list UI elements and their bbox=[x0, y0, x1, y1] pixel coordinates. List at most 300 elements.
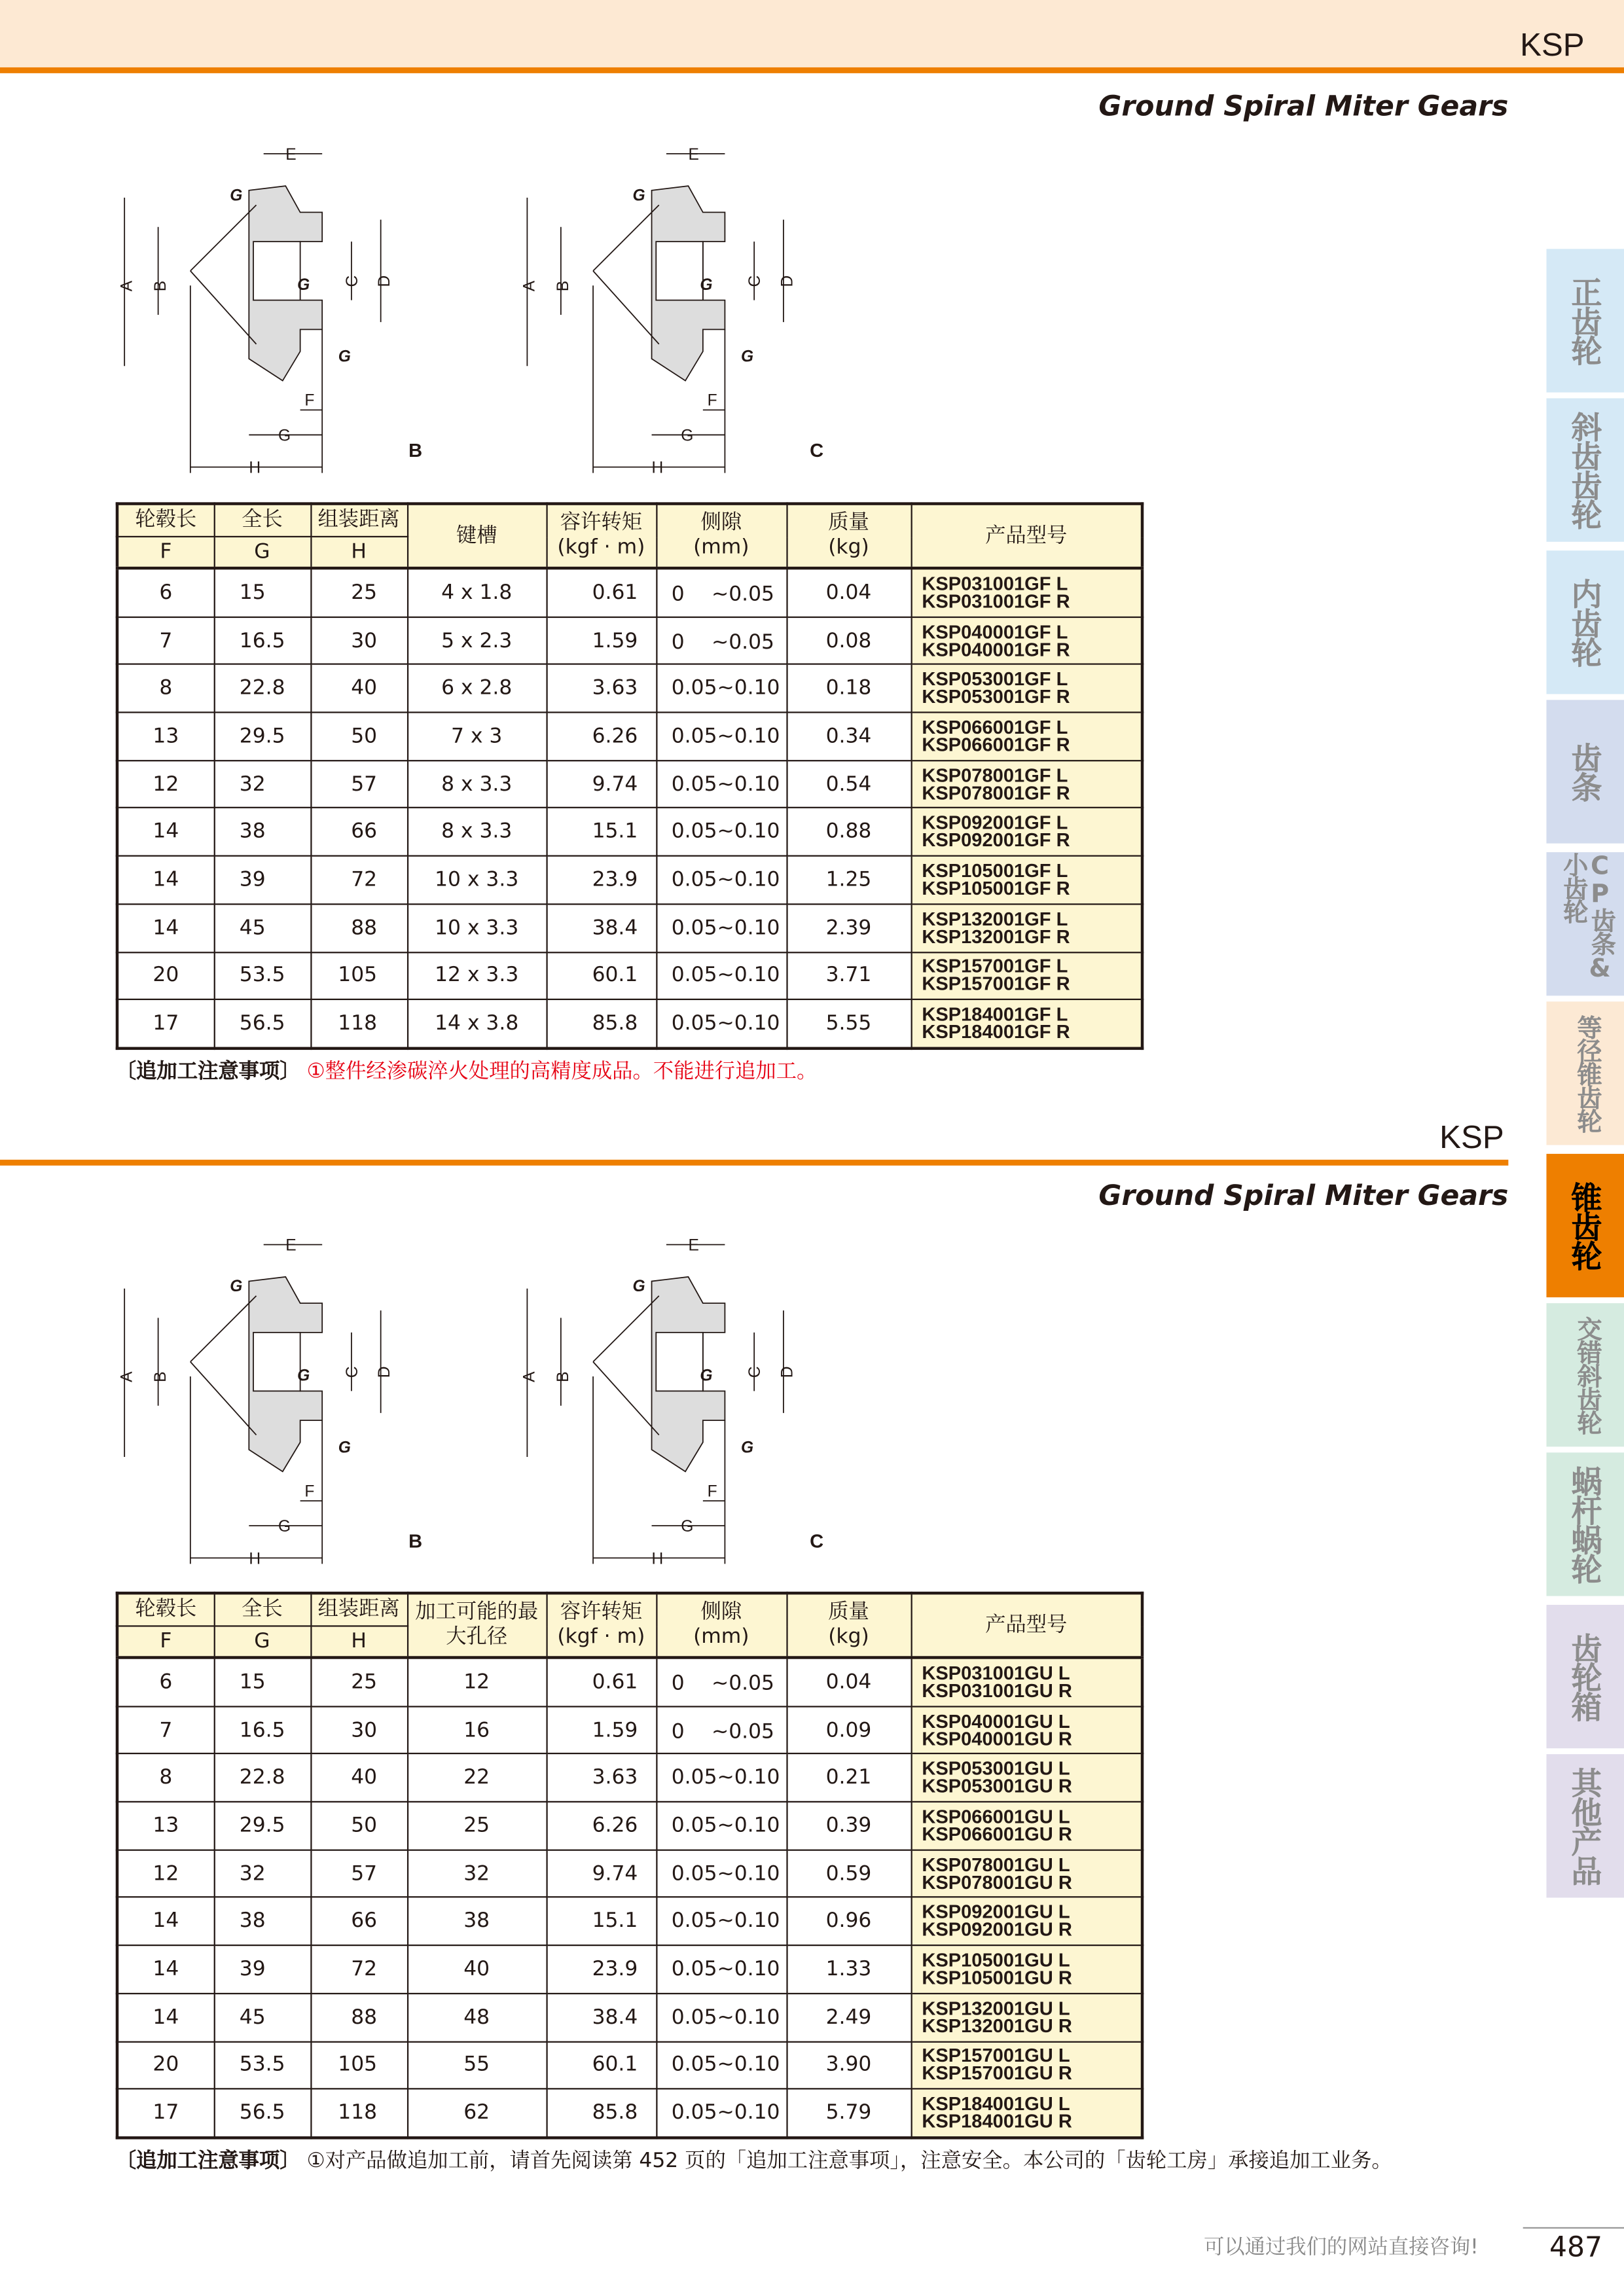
table2-table bbox=[116, 1592, 1144, 2139]
header-g: G bbox=[214, 1626, 311, 1657]
svg-text:F: F bbox=[707, 391, 717, 410]
header-mass-unit: (kg) bbox=[828, 535, 869, 560]
max-bore-cell: 25 bbox=[407, 1802, 547, 1850]
product-code-cell bbox=[911, 999, 1142, 1048]
product-code-cell bbox=[911, 1658, 1142, 1706]
product-code-cell bbox=[911, 952, 1142, 999]
product-code-l: KSP031001GF L bbox=[922, 572, 1068, 594]
hub-length-cell: 20 bbox=[117, 2041, 214, 2089]
backlash-cell: 0.05~0.10 bbox=[656, 1994, 786, 2041]
product-code-r: KSP132001GF R bbox=[922, 925, 1070, 947]
product-code-cell bbox=[911, 2041, 1142, 2089]
svg-text:G: G bbox=[297, 276, 310, 294]
mounting-distance-cell: 57 bbox=[310, 1850, 407, 1897]
svg-text:G: G bbox=[741, 1439, 754, 1457]
product-code-l: KSP105001GF L bbox=[922, 859, 1068, 882]
total-length-cell: 39 bbox=[214, 856, 311, 904]
svg-text:H: H bbox=[651, 459, 664, 477]
max-bore-cell: 16 bbox=[407, 1706, 547, 1754]
table-row bbox=[117, 808, 1142, 856]
table-row bbox=[117, 1897, 1142, 1945]
svg-text:A: A bbox=[118, 280, 136, 292]
torque-cell: 15.1 bbox=[546, 1897, 656, 1945]
table-row bbox=[117, 713, 1142, 761]
svg-text:D: D bbox=[376, 1366, 394, 1378]
hub-length-cell: 13 bbox=[117, 713, 214, 761]
note-gf bbox=[116, 1056, 818, 1085]
side-tab-3[interactable] bbox=[1546, 700, 1624, 843]
backlash-cell: 0.05~0.10 bbox=[656, 952, 786, 999]
side-tab-1[interactable] bbox=[1546, 399, 1624, 542]
product-code-cell bbox=[911, 856, 1142, 904]
header-product-code: 产品型号 bbox=[911, 1593, 1142, 1657]
contact-text: 可以通过我们的网站直接咨询! bbox=[1203, 2236, 1479, 2259]
brand-label-2: KSP bbox=[1439, 1119, 1504, 1156]
note-label: 〔追加工注意事项〕 bbox=[115, 2149, 300, 2174]
backlash-cell: 0.05~0.10 bbox=[656, 713, 786, 761]
total-length-cell: 53.5 bbox=[214, 952, 311, 999]
footer-rule bbox=[1523, 2227, 1624, 2229]
svg-text:E: E bbox=[285, 145, 297, 164]
table-row bbox=[117, 1754, 1142, 1802]
hub-length-cell: 13 bbox=[117, 1802, 214, 1850]
backlash-cell: 0.05~0.10 bbox=[656, 1754, 786, 1802]
torque-cell: 85.8 bbox=[546, 2089, 656, 2138]
svg-text:A: A bbox=[520, 1371, 539, 1382]
table-row bbox=[117, 1802, 1142, 1850]
side-tab-label: CP齿条&小齿轮 bbox=[1557, 852, 1615, 983]
hub-length-cell: 14 bbox=[117, 904, 214, 952]
side-tab-label: 蜗杆蜗轮 bbox=[1567, 1465, 1603, 1583]
svg-text:H: H bbox=[249, 459, 261, 477]
mounting-distance-cell: 50 bbox=[310, 713, 407, 761]
mass-cell: 0.96 bbox=[786, 1897, 911, 1945]
svg-text:G: G bbox=[230, 187, 243, 205]
svg-text:B: B bbox=[554, 1371, 573, 1382]
svg-text:G: G bbox=[278, 1518, 291, 1536]
total-length-cell: 16.5 bbox=[214, 617, 311, 664]
torque-cell: 38.4 bbox=[546, 904, 656, 952]
backlash-cell: 0.05~0.10 bbox=[656, 2041, 786, 2089]
side-tab-7[interactable] bbox=[1546, 1303, 1624, 1446]
backlash-cell: 0.05~0.10 bbox=[656, 664, 786, 712]
mounting-distance-cell: 118 bbox=[310, 999, 407, 1048]
gear-cross-section-b bbox=[110, 139, 447, 484]
hub-length-cell: 14 bbox=[117, 1994, 214, 2041]
keyway-cell: 4 x 1.8 bbox=[407, 568, 547, 617]
mass-cell: 0.04 bbox=[786, 1658, 911, 1706]
backlash-cell: 0 ~0.05 bbox=[656, 1658, 786, 1706]
product-code-r: KSP040001GF R bbox=[922, 637, 1070, 660]
total-length-cell: 22.8 bbox=[214, 1754, 311, 1802]
brand-label: KSP bbox=[1520, 26, 1585, 63]
header-mass bbox=[786, 504, 911, 568]
svg-text:B: B bbox=[151, 280, 170, 292]
side-tab-2[interactable] bbox=[1546, 550, 1624, 694]
keyway-cell: 5 x 2.3 bbox=[407, 617, 547, 664]
svg-text:G: G bbox=[632, 1278, 645, 1296]
product-code-cell bbox=[911, 1897, 1142, 1945]
table1-table bbox=[116, 502, 1144, 1049]
product-code-cell bbox=[911, 568, 1142, 617]
table-row bbox=[117, 904, 1142, 952]
svg-text:G: G bbox=[700, 1367, 713, 1385]
torque-cell: 85.8 bbox=[546, 999, 656, 1048]
total-length-cell: 29.5 bbox=[214, 713, 311, 761]
product-code-cell bbox=[911, 1994, 1142, 2041]
product-code-l: KSP157001GU L bbox=[922, 2044, 1070, 2067]
note-gu bbox=[116, 2145, 1392, 2174]
side-tab-8[interactable] bbox=[1546, 1452, 1624, 1596]
header-f: F bbox=[117, 537, 214, 568]
mounting-distance-cell: 105 bbox=[310, 952, 407, 999]
side-tab-label: 内齿轮 bbox=[1567, 578, 1603, 666]
mounting-distance-cell: 118 bbox=[310, 2089, 407, 2138]
mass-cell: 0.18 bbox=[786, 664, 911, 712]
product-code-r: KSP105001GU R bbox=[922, 1966, 1072, 1989]
svg-text:C: C bbox=[746, 275, 765, 287]
max-bore-cell: 22 bbox=[407, 1754, 547, 1802]
backlash-cell: 0.05~0.10 bbox=[656, 1850, 786, 1897]
mounting-distance-cell: 40 bbox=[310, 1754, 407, 1802]
torque-cell: 9.74 bbox=[546, 761, 656, 808]
svg-text:F: F bbox=[707, 1482, 717, 1501]
svg-text:G: G bbox=[338, 348, 351, 366]
mounting-distance-cell: 57 bbox=[310, 761, 407, 808]
header-mass-unit: (kg) bbox=[828, 1625, 869, 1649]
svg-text:F: F bbox=[304, 1482, 315, 1501]
max-bore-cell: 12 bbox=[407, 1658, 547, 1706]
svg-text:E: E bbox=[688, 145, 699, 164]
diagram-label-b: B bbox=[408, 1530, 423, 1552]
product-code-r: KSP066001GF R bbox=[922, 733, 1070, 756]
backlash-cell: 0.05~0.10 bbox=[656, 1802, 786, 1850]
product-code-l: KSP105001GU L bbox=[922, 1948, 1070, 1971]
torque-cell: 23.9 bbox=[546, 856, 656, 904]
top-header-band bbox=[0, 0, 1624, 67]
mounting-distance-cell: 25 bbox=[310, 1658, 407, 1706]
mass-cell: 0.21 bbox=[786, 1754, 911, 1802]
mounting-distance-cell: 25 bbox=[310, 568, 407, 617]
product-code-cell bbox=[911, 904, 1142, 952]
table-row bbox=[117, 1658, 1142, 1706]
table-row bbox=[117, 999, 1142, 1048]
product-code-cell bbox=[911, 1945, 1142, 1993]
max-bore-cell: 40 bbox=[407, 1945, 547, 1993]
product-code-r: KSP157001GU R bbox=[922, 2062, 1072, 2085]
product-code-l: KSP066001GF L bbox=[922, 715, 1068, 738]
hub-length-cell: 17 bbox=[117, 2089, 214, 2138]
mass-cell: 5.79 bbox=[786, 2089, 911, 2138]
product-code-l: KSP092001GU L bbox=[922, 1901, 1070, 1924]
keyway-cell: 7 x 3 bbox=[407, 713, 547, 761]
svg-text:E: E bbox=[285, 1236, 297, 1255]
product-code-r: KSP092001GF R bbox=[922, 829, 1070, 852]
hub-length-cell: 7 bbox=[117, 617, 214, 664]
torque-cell: 6.26 bbox=[546, 1802, 656, 1850]
svg-text:G: G bbox=[681, 427, 694, 445]
product-code-r: KSP031001GU R bbox=[922, 1679, 1072, 1702]
total-length-cell: 32 bbox=[214, 1850, 311, 1897]
backlash-cell: 0.05~0.10 bbox=[656, 2089, 786, 2138]
header-backlash-label: 侧隙 bbox=[700, 511, 742, 535]
torque-cell: 15.1 bbox=[546, 808, 656, 856]
total-length-cell: 56.5 bbox=[214, 999, 311, 1048]
svg-text:A: A bbox=[520, 280, 539, 292]
page-number: 487 bbox=[1549, 2231, 1603, 2264]
side-tab-label: 其他产品 bbox=[1567, 1767, 1603, 1885]
table-row bbox=[117, 1994, 1142, 2041]
product-code-r: KSP184001GU R bbox=[922, 2109, 1072, 2132]
note-text: ①整件经渗碳淬火处理的高精度成品。不能进行追加工。 bbox=[306, 1060, 818, 1084]
mass-cell: 0.88 bbox=[786, 808, 911, 856]
svg-text:G: G bbox=[297, 1367, 310, 1385]
product-code-r: KSP092001GU R bbox=[922, 1918, 1072, 1941]
header-torque-label: 容许转矩 bbox=[560, 511, 643, 535]
svg-text:H: H bbox=[651, 1550, 664, 1568]
header-mass bbox=[786, 1593, 911, 1657]
mounting-distance-cell: 30 bbox=[310, 617, 407, 664]
keyway-cell: 8 x 3.3 bbox=[407, 808, 547, 856]
svg-text:C: C bbox=[343, 275, 361, 287]
section-title-2: Ground Spiral Miter Gears bbox=[1098, 1180, 1509, 1213]
hub-length-cell: 6 bbox=[117, 1658, 214, 1706]
total-length-cell: 16.5 bbox=[214, 1706, 311, 1754]
header-divider bbox=[0, 67, 1624, 73]
header-h: H bbox=[310, 537, 407, 568]
mounting-distance-cell: 66 bbox=[310, 808, 407, 856]
product-code-l: KSP092001GF L bbox=[922, 812, 1068, 834]
mass-cell: 0.09 bbox=[786, 1706, 911, 1754]
product-code-l: KSP157001GF L bbox=[922, 955, 1068, 977]
table-row bbox=[117, 856, 1142, 904]
total-length-cell: 45 bbox=[214, 1994, 311, 2041]
mass-cell: 2.39 bbox=[786, 904, 911, 952]
table-row bbox=[117, 952, 1142, 999]
svg-text:F: F bbox=[304, 391, 315, 410]
mass-cell: 0.39 bbox=[786, 1802, 911, 1850]
table-row bbox=[117, 617, 1142, 664]
product-code-l: KSP031001GU L bbox=[922, 1661, 1070, 1684]
max-bore-cell: 62 bbox=[407, 2089, 547, 2138]
header-total-length: 全长 bbox=[214, 504, 311, 537]
keyway-cell: 12 x 3.3 bbox=[407, 952, 547, 999]
mounting-distance-cell: 105 bbox=[310, 2041, 407, 2089]
product-code-l: KSP184001GU L bbox=[922, 2092, 1070, 2115]
hub-length-cell: 14 bbox=[117, 808, 214, 856]
mass-cell: 3.71 bbox=[786, 952, 911, 999]
side-tab-label: 交错斜齿轮 bbox=[1571, 1316, 1601, 1434]
mounting-distance-cell: 50 bbox=[310, 1802, 407, 1850]
mounting-distance-cell: 40 bbox=[310, 664, 407, 712]
product-code-l: KSP053001GU L bbox=[922, 1757, 1070, 1780]
torque-cell: 3.63 bbox=[546, 1754, 656, 1802]
product-code-l: KSP078001GF L bbox=[922, 763, 1068, 786]
svg-text:G: G bbox=[632, 187, 645, 205]
product-code-cell bbox=[911, 1706, 1142, 1754]
diagram-label-c: C bbox=[810, 439, 824, 461]
svg-text:G: G bbox=[700, 276, 713, 294]
mounting-distance-cell: 88 bbox=[310, 1994, 407, 2041]
product-code-r: KSP031001GF R bbox=[922, 590, 1070, 612]
side-tab-9[interactable] bbox=[1546, 1605, 1624, 1748]
side-tab-label: 齿条 bbox=[1567, 742, 1603, 801]
side-tab-4[interactable] bbox=[1546, 852, 1624, 996]
backlash-cell: 0 ~0.05 bbox=[656, 1706, 786, 1754]
product-code-l: KSP132001GF L bbox=[922, 907, 1068, 929]
hub-length-cell: 8 bbox=[117, 664, 214, 712]
hub-length-cell: 20 bbox=[117, 952, 214, 999]
svg-text:C: C bbox=[343, 1366, 361, 1378]
side-tab-label: 齿轮箱 bbox=[1567, 1632, 1603, 1721]
diagram-label-c: C bbox=[810, 1530, 824, 1552]
total-length-cell: 53.5 bbox=[214, 2041, 311, 2089]
mounting-distance-cell: 88 bbox=[310, 904, 407, 952]
total-length-cell: 39 bbox=[214, 1945, 311, 1993]
header-torque-label: 容许转矩 bbox=[560, 1600, 643, 1624]
svg-text:G: G bbox=[741, 348, 754, 366]
torque-cell: 1.59 bbox=[546, 617, 656, 664]
hub-length-cell: 6 bbox=[117, 568, 214, 617]
svg-text:B: B bbox=[151, 1371, 170, 1382]
product-code-r: KSP105001GF R bbox=[922, 877, 1070, 899]
keyway-cell: 14 x 3.8 bbox=[407, 999, 547, 1048]
table-row bbox=[117, 2041, 1142, 2089]
svg-text:G: G bbox=[230, 1278, 243, 1296]
keyway-cell: 8 x 3.3 bbox=[407, 761, 547, 808]
total-length-cell: 38 bbox=[214, 808, 311, 856]
torque-cell: 38.4 bbox=[546, 1994, 656, 2041]
backlash-cell: 0.05~0.10 bbox=[656, 1945, 786, 1993]
svg-text:G: G bbox=[278, 427, 291, 445]
mass-cell: 1.25 bbox=[786, 856, 911, 904]
gear-cross-section-c bbox=[513, 1230, 850, 1574]
side-tab-label: 等径锥齿轮 bbox=[1571, 1014, 1601, 1132]
product-code-r: KSP078001GF R bbox=[922, 781, 1070, 804]
product-code-cell bbox=[911, 2089, 1142, 2138]
section-title: Ground Spiral Miter Gears bbox=[1098, 90, 1509, 123]
side-tab-5[interactable] bbox=[1546, 1001, 1624, 1145]
mass-cell: 0.54 bbox=[786, 761, 911, 808]
table-row bbox=[117, 2089, 1142, 2138]
header-backlash bbox=[656, 1593, 786, 1657]
product-code-l: KSP040001GU L bbox=[922, 1710, 1070, 1732]
table-row bbox=[117, 568, 1142, 617]
gear-cross-section-b bbox=[110, 1230, 447, 1574]
product-code-r: KSP053001GF R bbox=[922, 685, 1070, 708]
side-tab-6[interactable] bbox=[1546, 1154, 1624, 1297]
product-code-l: KSP132001GU L bbox=[922, 1996, 1070, 2019]
svg-text:D: D bbox=[376, 275, 394, 287]
product-code-r: KSP132001GU R bbox=[922, 2014, 1072, 2037]
product-code-cell bbox=[911, 617, 1142, 664]
backlash-cell: 0.05~0.10 bbox=[656, 761, 786, 808]
header-col4: 键槽 bbox=[407, 504, 547, 568]
mass-cell: 1.33 bbox=[786, 1945, 911, 1993]
svg-text:A: A bbox=[118, 1371, 136, 1382]
product-code-cell bbox=[911, 1850, 1142, 1897]
product-code-cell bbox=[911, 1754, 1142, 1802]
product-code-l: KSP066001GU L bbox=[922, 1805, 1070, 1827]
torque-cell: 60.1 bbox=[546, 952, 656, 999]
total-length-cell: 15 bbox=[214, 568, 311, 617]
header-mass-label: 质量 bbox=[828, 511, 869, 535]
svg-text:D: D bbox=[778, 275, 797, 287]
table-row bbox=[117, 664, 1142, 712]
svg-text:C: C bbox=[746, 1366, 765, 1378]
product-code-r: KSP040001GU R bbox=[922, 1727, 1072, 1749]
backlash-cell: 0 ~0.05 bbox=[656, 617, 786, 664]
total-length-cell: 22.8 bbox=[214, 664, 311, 712]
side-tab-0[interactable] bbox=[1546, 249, 1624, 392]
note-text: ①对产品做追加工前，请首先阅读第 452 页的「追加工注意事项」，注意安全。本公司的「齿轮工房」承接追加工业务。 bbox=[306, 2149, 1392, 2174]
header-hub-length: 轮毂长 bbox=[117, 504, 214, 537]
hub-length-cell: 14 bbox=[117, 1897, 214, 1945]
max-bore-cell: 38 bbox=[407, 1897, 547, 1945]
header-torque-unit: (kgf · m) bbox=[557, 535, 645, 560]
backlash-cell: 0.05~0.10 bbox=[656, 999, 786, 1048]
max-bore-cell: 48 bbox=[407, 1994, 547, 2041]
max-bore-cell: 32 bbox=[407, 1850, 547, 1897]
mass-cell: 0.59 bbox=[786, 1850, 911, 1897]
mounting-distance-cell: 72 bbox=[310, 856, 407, 904]
svg-text:B: B bbox=[554, 280, 573, 292]
table-row bbox=[117, 1945, 1142, 1993]
product-code-r: KSP184001GF R bbox=[922, 1020, 1070, 1043]
product-code-cell bbox=[911, 713, 1142, 761]
backlash-cell: 0.05~0.10 bbox=[656, 856, 786, 904]
mounting-distance-cell: 30 bbox=[310, 1706, 407, 1754]
keyway-cell: 10 x 3.3 bbox=[407, 904, 547, 952]
hub-length-cell: 8 bbox=[117, 1754, 214, 1802]
total-length-cell: 38 bbox=[214, 1897, 311, 1945]
total-length-cell: 56.5 bbox=[214, 2089, 311, 2138]
header-torque bbox=[546, 504, 656, 568]
product-code-cell bbox=[911, 808, 1142, 856]
hub-length-cell: 14 bbox=[117, 856, 214, 904]
side-tab-10[interactable] bbox=[1546, 1754, 1624, 1897]
keyway-cell: 10 x 3.3 bbox=[407, 856, 547, 904]
header-mounting-distance: 组装距离 bbox=[310, 504, 407, 537]
product-code-cell bbox=[911, 1802, 1142, 1850]
hub-length-cell: 12 bbox=[117, 1850, 214, 1897]
product-code-r: KSP157001GF R bbox=[922, 973, 1070, 995]
torque-cell: 23.9 bbox=[546, 1945, 656, 1993]
side-tab-label: 斜齿齿轮 bbox=[1567, 411, 1603, 529]
keyway-cell: 6 x 2.8 bbox=[407, 664, 547, 712]
backlash-cell: 0.05~0.10 bbox=[656, 808, 786, 856]
total-length-cell: 45 bbox=[214, 904, 311, 952]
header-torque bbox=[546, 1593, 656, 1657]
hub-length-cell: 17 bbox=[117, 999, 214, 1048]
gear-cross-section-c bbox=[513, 139, 850, 484]
product-code-cell bbox=[911, 664, 1142, 712]
torque-cell: 1.59 bbox=[546, 1706, 656, 1754]
torque-cell: 60.1 bbox=[546, 2041, 656, 2089]
torque-cell: 0.61 bbox=[546, 1658, 656, 1706]
mass-cell: 0.08 bbox=[786, 617, 911, 664]
backlash-cell: 0.05~0.10 bbox=[656, 904, 786, 952]
header-total-length: 全长 bbox=[214, 1593, 311, 1626]
product-code-l: KSP053001GF L bbox=[922, 668, 1068, 691]
max-bore-cell: 55 bbox=[407, 2041, 547, 2089]
total-length-cell: 15 bbox=[214, 1658, 311, 1706]
torque-cell: 3.63 bbox=[546, 664, 656, 712]
header-hub-length: 轮毂长 bbox=[117, 1593, 214, 1626]
header-torque-unit: (kgf · m) bbox=[557, 1625, 645, 1649]
total-length-cell: 29.5 bbox=[214, 1802, 311, 1850]
product-code-l: KSP184001GF L bbox=[922, 1003, 1068, 1026]
